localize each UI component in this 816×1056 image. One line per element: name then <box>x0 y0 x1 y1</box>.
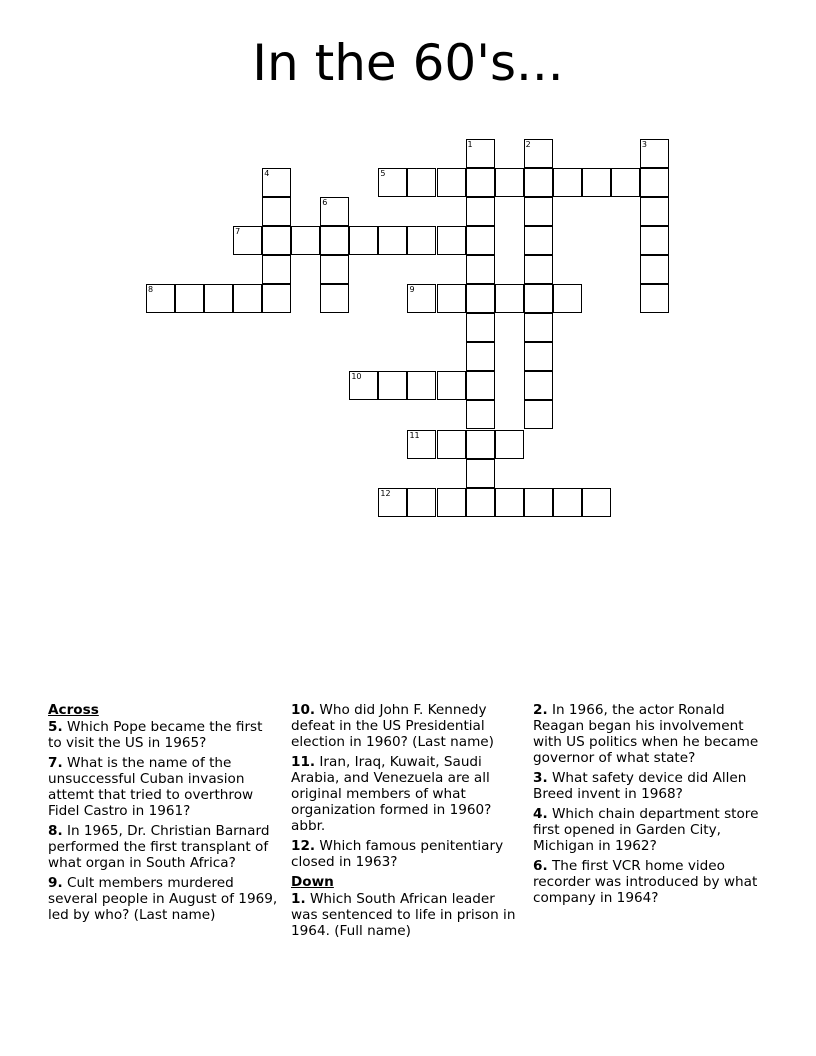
clue-text: In 1966, the actor Ronald Reagan began his involvement with US politics when he became governor of what state? <box>533 702 759 766</box>
grid-cell[interactable] <box>378 371 407 400</box>
grid-cell[interactable] <box>524 313 553 342</box>
clue-number: 11. <box>291 754 316 770</box>
grid-cell[interactable] <box>466 430 495 459</box>
clue-text: Which famous penitentiary closed in 1963? <box>291 838 504 870</box>
grid-cell[interactable] <box>407 284 436 313</box>
grid-cell[interactable] <box>262 197 291 226</box>
grid-cell[interactable] <box>437 226 466 255</box>
cell-number: 9 <box>409 285 415 295</box>
grid-cell[interactable] <box>495 168 524 197</box>
clue-across-7 <box>48 755 280 819</box>
cell-number: 7 <box>235 227 241 237</box>
grid-cell[interactable] <box>204 284 233 313</box>
grid-cell[interactable] <box>466 313 495 342</box>
grid-cell[interactable] <box>466 342 495 371</box>
grid-cell[interactable] <box>407 226 436 255</box>
grid-cell[interactable] <box>146 284 175 313</box>
grid-cell[interactable] <box>262 255 291 284</box>
grid-cell[interactable] <box>524 400 553 429</box>
clue-number: 12. <box>291 838 316 854</box>
grid-cell[interactable] <box>640 226 669 255</box>
clue-number: 9. <box>48 875 63 891</box>
clue-text: Iran, Iraq, Kuwait, Saudi Arabia, and Venezuela are all original members of what organization formed in 1960? abbr. <box>291 754 492 834</box>
grid-cell[interactable] <box>495 430 524 459</box>
grid-cell[interactable] <box>495 284 524 313</box>
clue-text: Who did John F. Kennedy defeat in the US Presidential election in 1960? (Last name) <box>291 702 494 750</box>
grid-cell[interactable] <box>437 168 466 197</box>
cell-number: 11 <box>409 430 420 440</box>
grid-cell[interactable] <box>262 226 291 255</box>
grid-cell[interactable] <box>582 488 611 517</box>
grid-cell[interactable] <box>640 139 669 168</box>
clue-across-10 <box>291 702 523 750</box>
grid-cell[interactable] <box>466 488 495 517</box>
clue-number: 2. <box>533 702 548 718</box>
grid-cell[interactable] <box>233 226 262 255</box>
grid-cell[interactable] <box>320 226 349 255</box>
grid-cell[interactable] <box>640 255 669 284</box>
grid-cell[interactable] <box>407 430 436 459</box>
clue-text: In 1965, Dr. Christian Barnard performed the first transplant of what organ in South Africa? <box>48 823 270 871</box>
grid-cell[interactable] <box>495 488 524 517</box>
grid-cell[interactable] <box>437 284 466 313</box>
grid-cell[interactable] <box>524 197 553 226</box>
grid-cell[interactable] <box>524 371 553 400</box>
cell-number: 4 <box>264 169 270 179</box>
grid-cell[interactable] <box>262 168 291 197</box>
grid-cell[interactable] <box>553 488 582 517</box>
grid-cell[interactable] <box>262 284 291 313</box>
clue-text: Which South African leader was sentenced to life in prison in 1964. (Full name) <box>291 891 516 939</box>
cell-number: 12 <box>380 488 391 498</box>
grid-cell[interactable] <box>349 371 378 400</box>
clue-column-1 <box>48 702 280 927</box>
grid-cell[interactable] <box>466 284 495 313</box>
clue-text: Cult members murdered several people in August of 1969, led by who? (Last name) <box>48 875 278 923</box>
clue-number: 10. <box>291 702 316 718</box>
clue-across-8 <box>48 823 280 871</box>
clue-number: 1. <box>291 891 306 907</box>
clue-text: The first VCR home video recorder was introduced by what company in 1964? <box>533 858 758 906</box>
grid-cell[interactable] <box>466 139 495 168</box>
clue-column-3 <box>533 702 765 910</box>
across-heading: Across <box>48 702 99 718</box>
grid-cell[interactable] <box>437 430 466 459</box>
grid-cell[interactable] <box>524 342 553 371</box>
clue-across-5 <box>48 719 280 751</box>
down-heading: Down <box>291 874 334 890</box>
cell-number: 8 <box>148 285 154 295</box>
grid-cell[interactable] <box>407 488 436 517</box>
clue-number: 8. <box>48 823 63 839</box>
grid-cell[interactable] <box>466 226 495 255</box>
clue-down-3 <box>533 770 765 802</box>
grid-cell[interactable] <box>524 488 553 517</box>
grid-cell[interactable] <box>524 226 553 255</box>
grid-cell[interactable] <box>437 488 466 517</box>
clue-down-4 <box>533 806 765 854</box>
grid-cell[interactable] <box>524 168 553 197</box>
grid-cell[interactable] <box>582 168 611 197</box>
grid-cell[interactable] <box>437 371 466 400</box>
grid-cell[interactable] <box>466 400 495 429</box>
grid-cell[interactable] <box>291 226 320 255</box>
cell-number: 2 <box>525 140 531 149</box>
clue-number: 3. <box>533 770 548 786</box>
grid-cell[interactable] <box>553 284 582 313</box>
grid-cell[interactable] <box>466 255 495 284</box>
clue-text: Which chain department store first opened in Garden City, Michigan in 1962? <box>533 806 759 854</box>
cell-number: 1 <box>467 140 473 149</box>
page-title: In the 60's... <box>252 34 564 92</box>
grid-cell[interactable] <box>611 168 640 197</box>
clue-number: 7. <box>48 755 63 771</box>
cell-number: 3 <box>641 140 647 149</box>
grid-cell[interactable] <box>640 197 669 226</box>
grid-cell[interactable] <box>378 226 407 255</box>
clue-number: 4. <box>533 806 548 822</box>
clue-number: 5. <box>48 719 63 735</box>
clue-down-6 <box>533 858 765 906</box>
cell-number: 6 <box>322 198 328 208</box>
grid-cell[interactable] <box>466 168 495 197</box>
grid-cell[interactable] <box>407 168 436 197</box>
grid-cell[interactable] <box>233 284 262 313</box>
cell-number: 10 <box>351 372 362 382</box>
clue-across-12 <box>291 838 523 870</box>
grid-cell[interactable] <box>378 168 407 197</box>
grid-cell[interactable] <box>320 197 349 226</box>
cell-number: 5 <box>380 169 386 179</box>
grid-cell[interactable] <box>466 197 495 226</box>
clue-number: 6. <box>533 858 548 874</box>
clue-text: What is the name of the unsuccessful Cuban invasion attemt that tried to overthrow Fidel Castro in 1961? <box>48 755 254 819</box>
clue-column-2 <box>291 702 523 943</box>
grid-cell[interactable] <box>349 226 378 255</box>
grid-cell[interactable] <box>524 139 553 168</box>
clue-across-9 <box>48 875 280 923</box>
grid-cell[interactable] <box>320 284 349 313</box>
grid-cell[interactable] <box>407 371 436 400</box>
grid-cell[interactable] <box>466 371 495 400</box>
clue-across-11 <box>291 754 523 834</box>
grid-cell[interactable] <box>320 255 349 284</box>
grid-cell[interactable] <box>640 168 669 197</box>
clue-text: What safety device did Allen Breed invent in 1968? <box>533 770 747 802</box>
grid-cell[interactable] <box>524 284 553 313</box>
grid-cell[interactable] <box>175 284 204 313</box>
grid-cell[interactable] <box>378 488 407 517</box>
clue-down-1 <box>291 891 523 939</box>
clue-down-2 <box>533 702 765 766</box>
grid-cell[interactable] <box>553 168 582 197</box>
grid-cell[interactable] <box>466 459 495 488</box>
grid-cell[interactable] <box>524 255 553 284</box>
grid-cell[interactable] <box>640 284 669 313</box>
clue-text: Which Pope became the first to visit the US in 1965? <box>48 719 263 751</box>
